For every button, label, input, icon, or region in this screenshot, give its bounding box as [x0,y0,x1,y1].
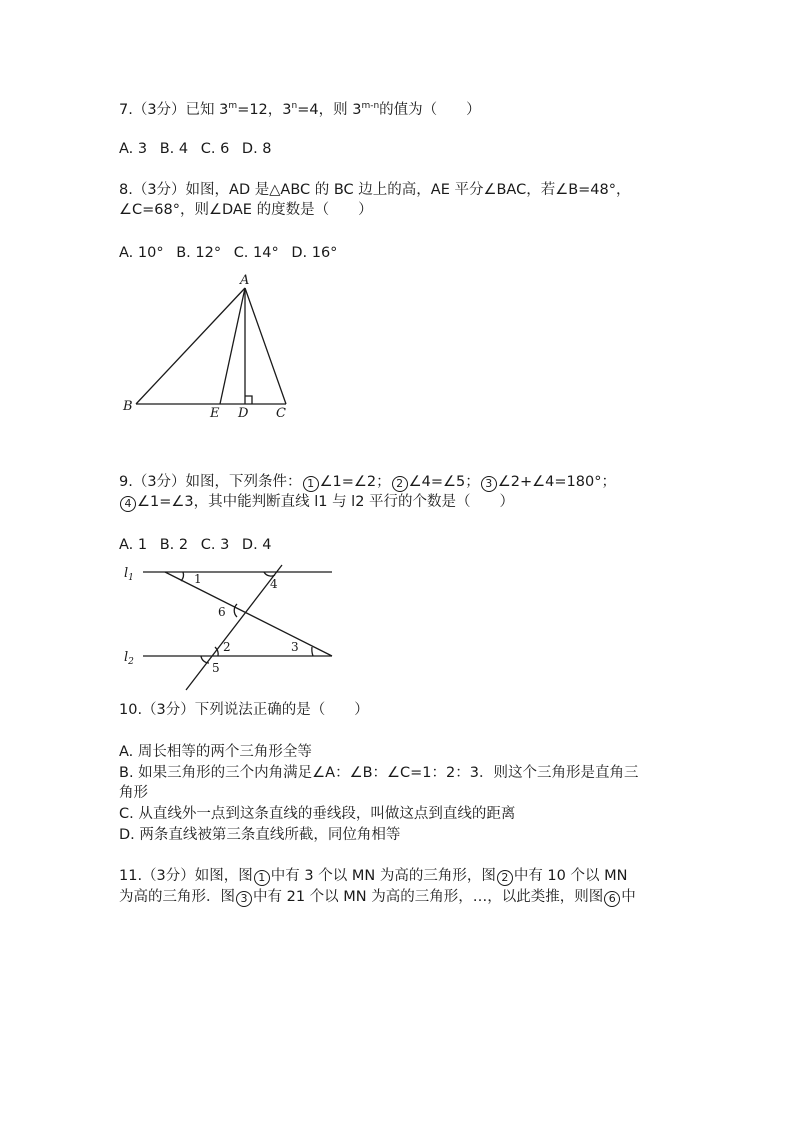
angle-label-5: 5 [212,661,220,675]
q7-option-b: B. 4 [159,141,189,157]
angle-label-1: 1 [194,572,202,586]
q9-option-c: C. 3 [200,537,230,553]
label-e: E [210,406,220,421]
q9-option-a: A. 1 [119,537,148,553]
q7-option-d: D. 8 [241,141,272,157]
circled-number-2: 2 [497,870,513,886]
q11-stem-line2: 为高的三角形．图 3 中有 21 个以 MN 为高的三角形，…，以此类推，则图 6 中 [119,889,636,905]
label-b: B [123,399,133,414]
q7-option-c: C. 6 [200,141,230,157]
angle-arc-6 [234,604,237,617]
q7-option-a: A. 3 [119,141,148,157]
q10-stem: 10.（3分）下列说法正确的是（ ） [119,702,369,718]
q10-option-b-line1: B. 如果三角形的三个内角满足∠A：∠B：∠C=1：2：3．则这个三角形是直角三 [119,765,639,781]
q8-option-d: D. 16° [291,245,338,261]
circled-number-1: 1 [254,870,270,886]
label-a: A [240,273,250,288]
angle-arc-1 [181,572,183,581]
q8-stem-line1: 8.（3分）如图，AD 是△ABC 的 BC 边上的高，AE 平分∠BAC，若∠B=48°， [119,182,631,198]
circled-number-6: 6 [604,891,620,907]
angle-label-2: 2 [223,640,231,654]
q11-stem-line1: 11.（3分）如图，图 1 中有 3 个以 MN 为高的三角形，图 2 中有 10 个以 MN [119,868,628,884]
q10-option-b-line2: 角形 [119,785,148,801]
q8-option-c: C. 14° [233,245,279,261]
q8-stem-line2: ∠C=68°，则∠DAE 的度数是（ ） [119,202,373,218]
q9-stem-line2: 4 ∠1=∠3，其中能判断直线 l1 与 l2 平行的个数是（ ） [119,492,514,512]
label-c: C [276,406,286,421]
q8-option-a: A. 10° [119,245,164,261]
label-l1: $l_1$ [124,566,134,583]
angle-label-6: 6 [218,605,226,619]
angle-label-4: 4 [270,577,278,591]
angle-arc-3 [312,647,313,656]
label-l2: $l_2$ [124,650,134,667]
circled-number-2: 2 [392,476,408,492]
q9-option-b: B. 2 [159,537,189,553]
q9-option-d: D. 4 [241,537,272,553]
circled-number-3: 3 [481,476,497,492]
circled-number-3: 3 [236,891,252,907]
circled-number-4: 4 [120,496,136,512]
q9-stem-line1: 9.（3分）如图，下列条件： 1 ∠1=∠2； 2 ∠4=∠5； 3 ∠2+∠4=180°； [119,474,616,490]
transversal-a [165,572,332,656]
q7-stem: 7.（3分）已知 $3^m=12$，$3^n=4$，则 3$^{m-n}$的值为（ ） [119,101,481,118]
q10-option-c: C. 从直线外一点到这条直线的垂线段，叫做这点到直线的距离 [119,806,516,822]
q10-option-a: A. 周长相等的两个三角形全等 [119,744,312,760]
q10-option-d: D. 两条直线被第三条直线所截，同位角相等 [119,827,401,843]
angle-label-3: 3 [291,640,299,654]
q8-option-b: B. 12° [176,245,222,261]
circled-number-1: 1 [303,476,319,492]
label-d: D [238,406,249,421]
